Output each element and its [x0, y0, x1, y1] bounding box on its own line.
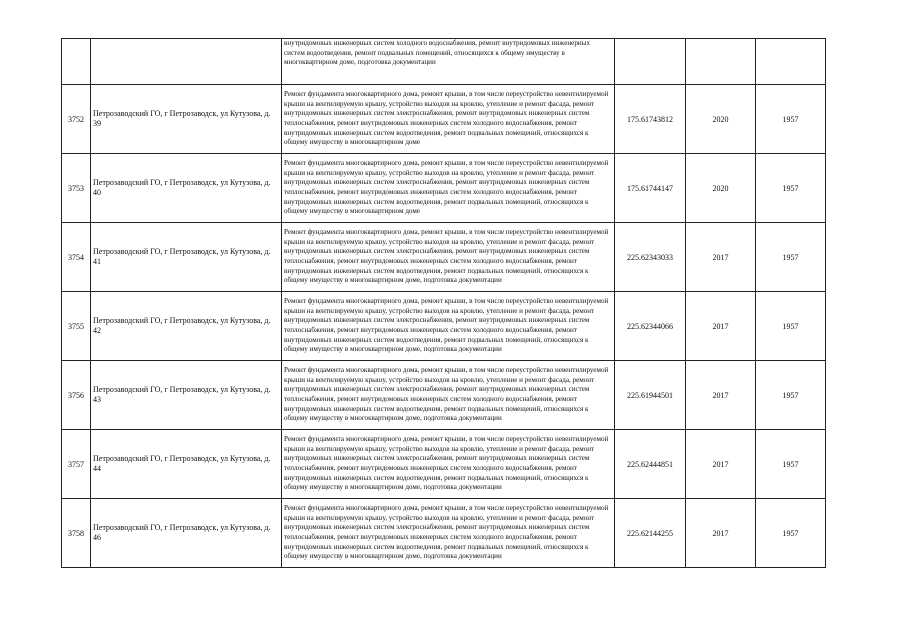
row-number: 3757	[62, 430, 91, 499]
build-year: 1957	[756, 499, 826, 568]
work-description: Ремонт фундамента многоквартирного дома, ремонт крыши, в том числе переустройство невентилируемой крыши на вентилируемую крышу, устройство выходов на кровлю, утепление и ремонт фасада, ремонт внутридомовых инженерных систем электроснабжения, ремонт внутридомовых инженерных систем теплоснабжения, ремонт внутридомовых инженерных систем холодного водоснабжения, ремонт внутридомовых инженерных систем водоотведения, ремонт подвальных помещений, относящихся к общему имуществу в многоквартирном доме, подготовка документации	[282, 499, 615, 568]
area-value: 225.62444851	[615, 430, 686, 499]
table-row	[62, 85, 826, 154]
area-value: 225.62343033	[615, 223, 686, 292]
planned-year	[686, 39, 756, 85]
table-row	[62, 154, 826, 223]
planned-year: 2020	[686, 154, 756, 223]
work-description: внутридомовых инженерных систем холодного водоснабжения, ремонт внутридомовых инженерных систем водоотведения, ремонт подвальных помещений, относящихся к общему имуществу в многоквартирном доме, подготовка документации	[282, 39, 615, 85]
table-row	[62, 292, 826, 361]
address-cell: Петрозаводский ГО, г Петрозаводск, ул Кутузова, д. 46	[91, 499, 282, 568]
planned-year: 2017	[686, 223, 756, 292]
build-year	[756, 39, 826, 85]
planned-year: 2017	[686, 499, 756, 568]
work-description: Ремонт фундамента многоквартирного дома, ремонт крыши, в том числе переустройство невентилируемой крыши на вентилируемую крышу, устройство выходов на кровлю, утепление и ремонт фасада, ремонт внутридомовых инженерных систем электроснабжения, ремонт внутридомовых инженерных систем теплоснабжения, ремонт внутридомовых инженерных систем холодного водоснабжения, ремонт внутридомовых инженерных систем водоотведения, ремонт подвальных помещений, относящихся к общему имуществу в многоквартирном доме, подготовка документации	[282, 223, 615, 292]
row-number	[62, 39, 91, 85]
planned-year: 2017	[686, 430, 756, 499]
area-value: 225.62144255	[615, 499, 686, 568]
area-value: 225.62344066	[615, 292, 686, 361]
area-value	[615, 39, 686, 85]
row-number: 3753	[62, 154, 91, 223]
row-number: 3755	[62, 292, 91, 361]
address-cell: Петрозаводский ГО, г Петрозаводск, ул Кутузова, д. 40	[91, 154, 282, 223]
work-description: Ремонт фундамента многоквартирного дома, ремонт крыши, в том числе переустройство невентилируемой крыши на вентилируемую крышу, устройство выходов на кровлю, утепление и ремонт фасада, ремонт внутридомовых инженерных систем электроснабжения, ремонт внутридомовых инженерных систем теплоснабжения, ремонт внутридомовых инженерных систем холодного водоснабжения, ремонт внутридомовых инженерных систем водоотведения, ремонт подвальных помещений, относящихся к общему имуществу в многоквартирном доме, подготовка документации	[282, 361, 615, 430]
work-description: Ремонт фундамента многоквартирного дома, ремонт крыши, в том числе переустройство невентилируемой крыши на вентилируемую крышу, устройство выходов на кровлю, утепление и ремонт фасада, ремонт внутридомовых инженерных систем электроснабжения, ремонт внутридомовых инженерных систем теплоснабжения, ремонт внутридомовых инженерных систем холодного водоснабжения, ремонт внутридомовых инженерных систем водоотведения, ремонт подвальных помещений, относящихся к общему имуществу в многоквартирном доме	[282, 85, 615, 154]
address-cell: Петрозаводский ГО, г Петрозаводск, ул Кутузова, д. 39	[91, 85, 282, 154]
address-cell	[91, 39, 282, 85]
work-description: Ремонт фундамента многоквартирного дома, ремонт крыши, в том числе переустройство невентилируемой крыши на вентилируемую крышу, устройство выходов на кровлю, утепление и ремонт фасада, ремонт внутридомовых инженерных систем электроснабжения, ремонт внутридомовых инженерных систем теплоснабжения, ремонт внутридомовых инженерных систем холодного водоснабжения, ремонт внутридомовых инженерных систем водоотведения, ремонт подвальных помещений, относящихся к общему имуществу в многоквартирном доме, подготовка документации	[282, 430, 615, 499]
planned-year: 2020	[686, 85, 756, 154]
table-row	[62, 499, 826, 568]
table-row	[62, 223, 826, 292]
address-cell: Петрозаводский ГО, г Петрозаводск, ул Кутузова, д. 42	[91, 292, 282, 361]
build-year: 1957	[756, 223, 826, 292]
work-description: Ремонт фундамента многоквартирного дома, ремонт крыши, в том числе переустройство невентилируемой крыши на вентилируемую крышу, устройство выходов на кровлю, утепление и ремонт фасада, ремонт внутридомовых инженерных систем электроснабжения, ремонт внутридомовых инженерных систем теплоснабжения, ремонт внутридомовых инженерных систем холодного водоснабжения, ремонт внутридомовых инженерных систем водоотведения, ремонт подвальных помещений, относящихся к общему имуществу в многоквартирном доме	[282, 154, 615, 223]
work-description: Ремонт фундамента многоквартирного дома, ремонт крыши, в том числе переустройство невентилируемой крыши на вентилируемую крышу, устройство выходов на кровлю, утепление и ремонт фасада, ремонт внутридомовых инженерных систем электроснабжения, ремонт внутридомовых инженерных систем теплоснабжения, ремонт внутридомовых инженерных систем холодного водоснабжения, ремонт внутридомовых инженерных систем водоотведения, ремонт подвальных помещений, относящихся к общему имуществу в многоквартирном доме, подготовка документации	[282, 292, 615, 361]
build-year: 1957	[756, 154, 826, 223]
area-value: 175.61744147	[615, 154, 686, 223]
address-cell: Петрозаводский ГО, г Петрозаводск, ул Кутузова, д. 41	[91, 223, 282, 292]
row-number: 3756	[62, 361, 91, 430]
table-row	[62, 39, 826, 85]
build-year: 1957	[756, 85, 826, 154]
register-table	[61, 38, 826, 568]
build-year: 1957	[756, 361, 826, 430]
row-number: 3754	[62, 223, 91, 292]
build-year: 1957	[756, 292, 826, 361]
planned-year: 2017	[686, 361, 756, 430]
table-row	[62, 361, 826, 430]
planned-year: 2017	[686, 292, 756, 361]
address-cell: Петрозаводский ГО, г Петрозаводск, ул Кутузова, д. 44	[91, 430, 282, 499]
row-number: 3758	[62, 499, 91, 568]
table-row	[62, 430, 826, 499]
area-value: 225.61944501	[615, 361, 686, 430]
row-number: 3752	[62, 85, 91, 154]
area-value: 175.61743812	[615, 85, 686, 154]
address-cell: Петрозаводский ГО, г Петрозаводск, ул Кутузова, д. 43	[91, 361, 282, 430]
build-year: 1957	[756, 430, 826, 499]
